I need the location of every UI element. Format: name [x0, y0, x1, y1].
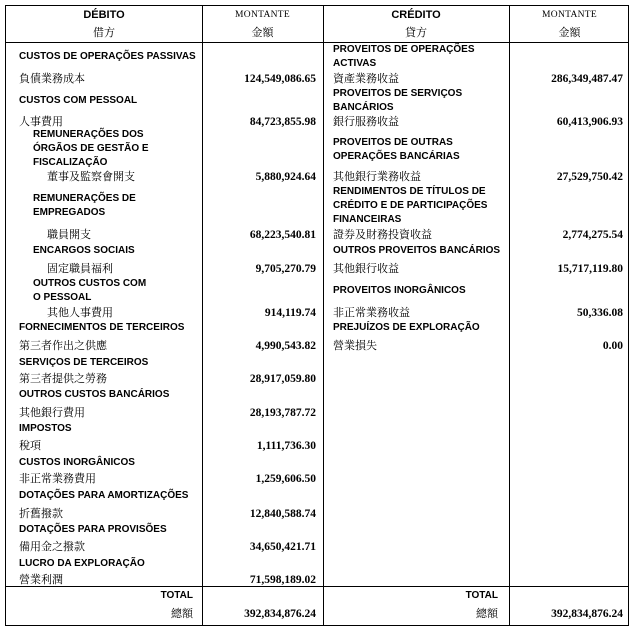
credit-active-ops-title: PROVEITOS DE OPERAÇÕES [333, 44, 475, 55]
debit-header-cn: 借方 [93, 26, 115, 39]
credit-amount-header-cn: 金額 [558, 26, 581, 39]
credit-securities-title: RENDIMENTOS DE TÍTULOS DE [333, 186, 486, 197]
credit-total-label-cn: 總額 [476, 607, 498, 620]
column-divider [323, 6, 324, 625]
debit-passive-ops-label: 負債業務成本 [19, 72, 85, 85]
credit-other-ops-label: 其他銀行業務收益 [333, 170, 421, 183]
debit-other-personnel-label: 其他人事費用 [47, 306, 113, 319]
debit-amort-label: 折舊撥款 [19, 507, 63, 520]
debit-profit-amount: 71,598,189.02 [249, 574, 316, 586]
credit-other-bank-label: 其他銀行收益 [333, 262, 399, 275]
credit-loss-amount: 0.00 [602, 340, 623, 352]
debit-provisions-title: DOTAÇÕES PARA PROVISÕES [19, 524, 167, 535]
debit-inorganic-amount: 1,259,606.50 [255, 473, 316, 485]
debit-other-bank-label: 其他銀行費用 [19, 406, 85, 419]
credit-total-amount: 392,834,876.24 [551, 608, 623, 620]
debit-boards-amount: 5,880,924.64 [255, 171, 316, 183]
debit-taxes-title: IMPOSTOS [19, 423, 72, 434]
credit-total-label: TOTAL [465, 590, 498, 601]
debit-amort-amount: 12,840,588.74 [249, 508, 316, 520]
debit-social-title: ENCARGOS SOCIAIS [33, 245, 135, 256]
debit-provisions-label: 備用金之撥款 [19, 540, 85, 553]
credit-header-cn: 貸方 [405, 26, 427, 39]
debit-taxes-label: 稅項 [19, 439, 41, 452]
credit-other-ops-amount: 27,529,750.42 [556, 171, 623, 183]
credit-other-bank-amount: 15,717,119.80 [557, 263, 623, 275]
debit-other-personnel-title: OUTROS CUSTOS COM [33, 278, 147, 289]
credit-amount-header: MONTANTE [542, 10, 597, 20]
debit-supplies-label: 第三者作出之供應 [19, 339, 107, 352]
debit-amount-header: MONTANTE [235, 10, 290, 20]
debit-supplies-amount: 4,990,543.82 [255, 340, 316, 352]
income-statement [5, 5, 629, 626]
debit-employees-title: EMPREGADOS [33, 207, 106, 218]
debit-personnel-title: CUSTOS COM PESSOAL [19, 95, 138, 106]
credit-bank-services-title: PROVEITOS DE SERVIÇOS [333, 88, 463, 99]
total-divider [6, 586, 628, 587]
debit-employees-amount: 68,223,540.81 [249, 229, 316, 241]
debit-supplies-title: FORNECIMENTOS DE TERCEIROS [19, 322, 185, 333]
debit-social-label: 固定職員福利 [47, 262, 113, 275]
debit-personnel-label: 人事費用 [19, 115, 63, 128]
debit-provisions-amount: 34,650,421.71 [249, 541, 316, 553]
debit-amort-title: DOTAÇÕES PARA AMORTIZAÇÕES [19, 490, 189, 501]
debit-passive-ops-title: CUSTOS DE OPERAÇÕES PASSIVAS [19, 51, 196, 62]
header-divider [6, 42, 628, 43]
debit-personnel-amount: 84,723,855.98 [249, 116, 316, 128]
debit-profit-title: LUCRO DA EXPLORAÇÃO [19, 558, 145, 569]
debit-taxes-amount: 1,111,736.30 [256, 440, 316, 452]
debit-boards-title: FISCALIZAÇÃO [33, 157, 108, 168]
debit-header: DÉBITO [83, 9, 125, 21]
credit-securities-label: 證券及財務投資收益 [333, 228, 432, 241]
debit-total-label-cn: 總額 [171, 607, 193, 620]
debit-other-personnel-amount: 914,119.74 [264, 307, 316, 319]
debit-other-personnel-title: O PESSOAL [33, 292, 92, 303]
debit-services-title: SERVIÇOS DE TERCEIROS [19, 357, 149, 368]
debit-amount-header-cn: 金額 [251, 26, 274, 39]
credit-other-ops-title: OPERAÇÕES BANCÁRIAS [333, 151, 460, 162]
credit-securities-title: FINANCEIRAS [333, 214, 402, 225]
credit-bank-services-title: BANCÁRIOS [333, 102, 394, 113]
debit-services-amount: 28,917,059.80 [249, 373, 316, 385]
debit-passive-ops-amount: 124,549,086.65 [244, 73, 316, 85]
credit-other-ops-title: PROVEITOS DE OUTRAS [333, 137, 453, 148]
debit-other-bank-amount: 28,193,787.72 [249, 407, 316, 419]
credit-active-ops-amount: 286,349,487.47 [551, 73, 623, 85]
debit-other-bank-title: OUTROS CUSTOS BANCÁRIOS [19, 389, 170, 400]
credit-inorganic-label: 非正常業務收益 [333, 306, 410, 319]
credit-active-ops-title: ACTIVAS [333, 58, 377, 69]
credit-other-bank-title: OUTROS PROVEITOS BANCÁRIOS [333, 245, 501, 256]
debit-employees-title: REMUNERAÇÕES DE [33, 193, 136, 204]
debit-boards-title: ÓRGÃOS DE GESTÃO E [33, 143, 149, 154]
debit-total-amount: 392,834,876.24 [244, 608, 316, 620]
debit-boards-title: REMUNERAÇÕES DOS [33, 129, 144, 140]
debit-profit-label: 營業利潤 [19, 573, 63, 586]
debit-boards-label: 董事及監察會開支 [47, 170, 135, 183]
credit-active-ops-label: 資產業務收益 [333, 72, 399, 85]
credit-loss-label: 營業損失 [333, 339, 377, 352]
credit-loss-title: PREJUÍZOS DE EXPLORAÇÃO [333, 322, 480, 333]
debit-social-amount: 9,705,270.79 [255, 263, 316, 275]
debit-services-label: 第三者提供之勞務 [19, 372, 107, 385]
debit-inorganic-title: CUSTOS INORGÂNICOS [19, 457, 135, 468]
credit-inorganic-amount: 50,336.08 [577, 307, 623, 319]
credit-securities-title: CRÉDITO E DE PARTICIPAÇÕES [333, 200, 488, 211]
credit-inorganic-title: PROVEITOS INORGÂNICOS [333, 285, 466, 296]
credit-bank-services-label: 銀行服務收益 [333, 115, 399, 128]
credit-securities-amount: 2,774,275.54 [562, 229, 623, 241]
debit-inorganic-label: 非正常業務費用 [19, 472, 96, 485]
debit-employees-label: 職員開支 [47, 228, 91, 241]
credit-header: CRÉDITO [391, 9, 441, 21]
debit-total-label: TOTAL [160, 590, 193, 601]
credit-bank-services-amount: 60,413,906.93 [556, 116, 623, 128]
